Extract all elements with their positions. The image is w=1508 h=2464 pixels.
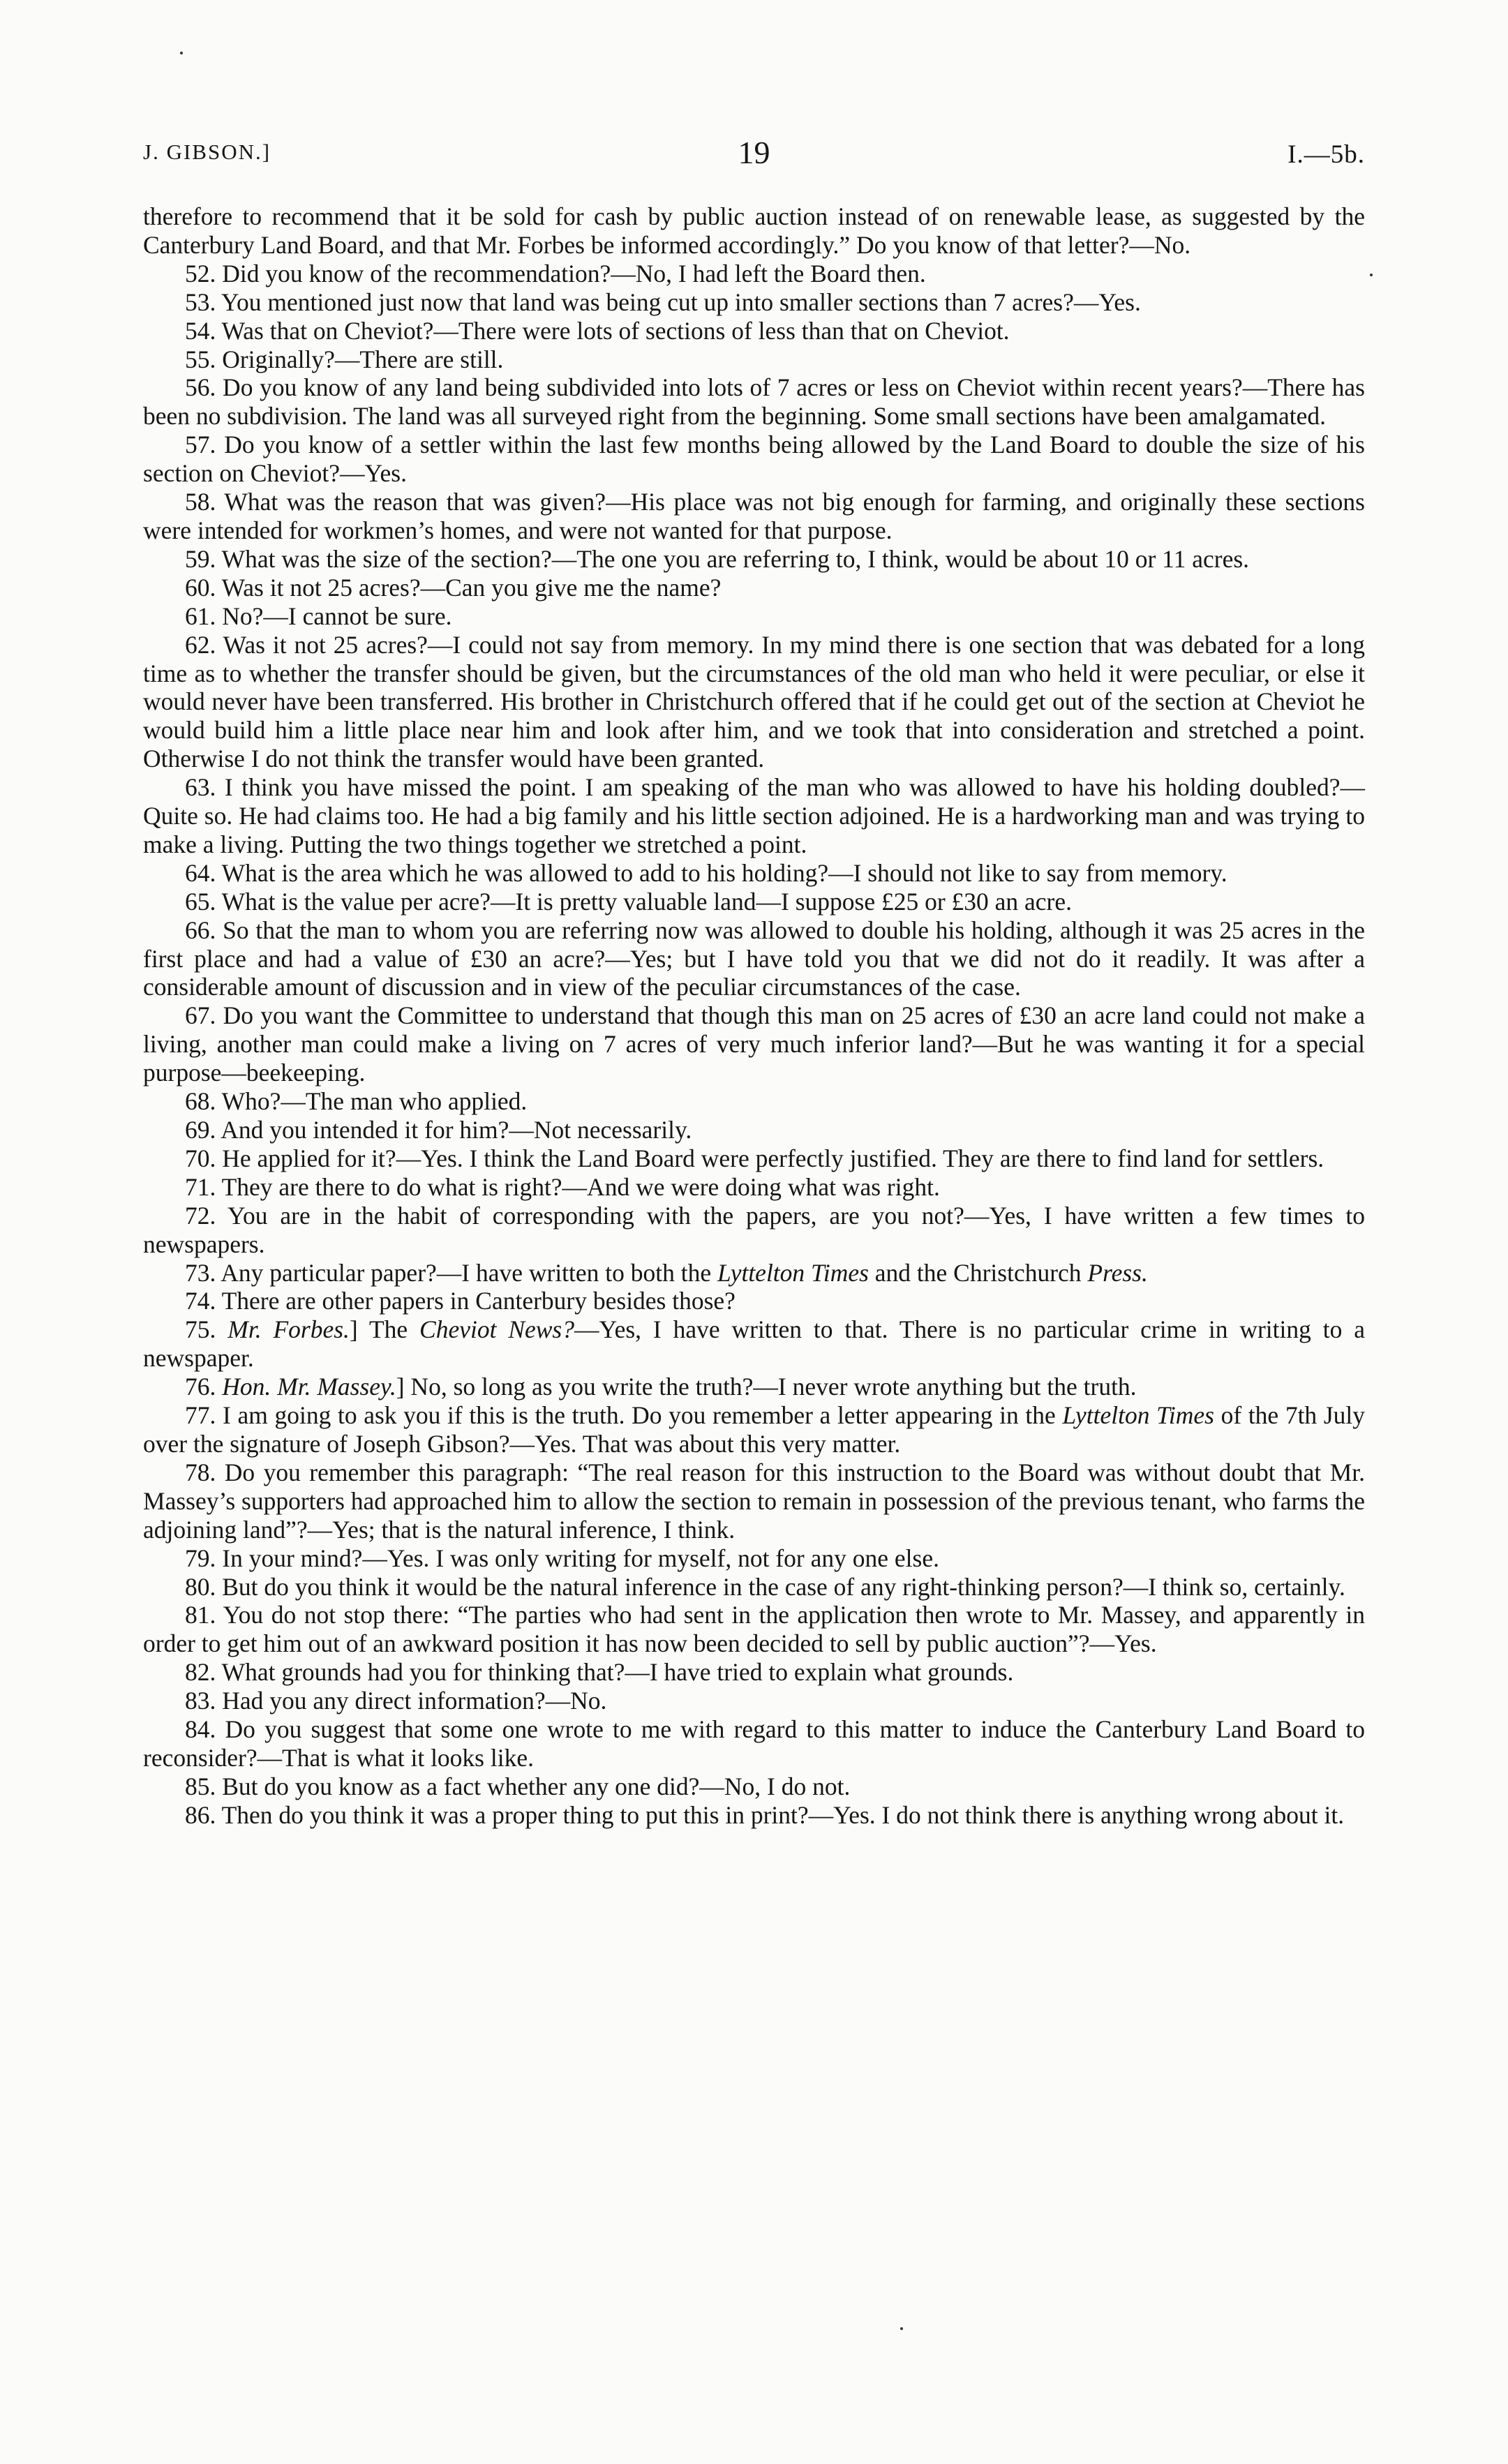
- paragraph-text: of the 7th July over the signature of Joseph Gibson?—Yes. That was about this very matter.: [143, 1401, 1365, 1458]
- transcript-paragraph: 84. Do you suggest that some one wrote to me with regard to this matter to induce the Canterbury Land Board to reconsider?—That is what it looks like.: [143, 1715, 1365, 1772]
- transcript-paragraph: 65. What is the value per acre?—It is pretty valuable land—I suppose £25 or £30 an acre.: [185, 887, 1072, 916]
- transcript-paragraph: 68. Who?—The man who applied.: [185, 1087, 528, 1116]
- transcript-paragraph: 67. Do you want the Committee to understand that though this man on 25 acres of £30 an acre land could not make a living, another man could make a living on 7 acres of very much inferior land?—But he was wanting it for a special purpose—beekeeping.: [143, 1001, 1365, 1087]
- paragraph-text: ] No, so long as you write the truth?—I never wrote anything but the truth.: [396, 1373, 1137, 1401]
- transcript-paragraph: [143, 1315, 1365, 1373]
- print-speck: [1370, 274, 1373, 276]
- paragraph-text: 76.: [185, 1373, 223, 1401]
- italic-text: Hon. Mr. Massey.: [222, 1373, 396, 1401]
- transcript-paragraph: 85. But do you know as a fact whether any one did?—No, I do not.: [185, 1772, 851, 1800]
- transcript-paragraph: [143, 1401, 1365, 1458]
- transcript-paragraph: 74. There are other papers in Canterbury besides those?: [185, 1287, 736, 1315]
- transcript-paragraph: 64. What is the area which he was allowed to add to his holding?—I should not like to say from memory.: [185, 858, 1227, 887]
- transcript-paragraph: 54. Was that on Cheviot?—There were lots of sections of less than that on Cheviot.: [185, 316, 1010, 345]
- transcript-paragraph: therefore to recommend that it be sold for cash by public auction instead of on renewable lease, as suggested by the Canterbury Land Board, and that Mr. Forbes be informed accordingly.” Do you know of that letter?—No.: [143, 202, 1365, 259]
- paragraph-text: 73. Any particular paper?—I have written to both the: [185, 1258, 718, 1287]
- italic-text: Lyttelton Times: [717, 1258, 869, 1287]
- transcript-paragraph: 86. Then do you think it was a proper thing to put this in print?—Yes. I do not think there is anything wrong about it.: [185, 1800, 1345, 1829]
- page-header: [143, 134, 1365, 176]
- transcript-paragraph: 81. You do not stop there: “The parties who had sent in the application then wrote to Mr. Massey, and apparently in order to get him out of an awkward position it has now been decided to sell by public auction”?—Yes.: [143, 1601, 1365, 1658]
- transcript-paragraph: [143, 1259, 1365, 1287]
- transcript-paragraph: 56. Do you know of any land being subdivided into lots of 7 acres or less on Cheviot within recent years?—There has been no subdivision. The land was all surveyed right from the beginning. Some small sections have been amalgamated.: [143, 373, 1365, 431]
- italic-text: Lyttelton Times: [1062, 1401, 1214, 1430]
- transcript-paragraph: 62. Was it not 25 acres?—I could not say from memory. In my mind there is one section that was debated for a long time as to whether the transfer should be given, but the circumstances of the old man who held it were peculiar, or else it would never have been transferred. His brother in Christchurch offered that if he could get out of the section at Cheviot he would build him a little place near him and look after him, and we took that into consideration and stretched a point. Otherwise I do not think the transfer would have been granted.: [143, 630, 1365, 773]
- print-speck: [900, 2327, 903, 2330]
- transcript-paragraph: 69. And you intended it for him?—Not necessarily.: [185, 1116, 692, 1144]
- print-speck: [180, 52, 183, 54]
- page-number: 19: [738, 135, 770, 170]
- paragraph-text: —Yes, I have written to that. There is no particular crime in writing to a newspaper.: [143, 1315, 1365, 1373]
- transcript-paragraph: 71. They are there to do what is right?—And we were doing what was right.: [185, 1172, 940, 1201]
- transcript-paragraph: 70. He applied for it?—Yes. I think the Land Board were perfectly justified. They are there to find land for settlers.: [185, 1144, 1324, 1172]
- transcript-paragraph: 55. Originally?—There are still.: [185, 345, 504, 373]
- transcript-paragraph: 66. So that the man to whom you are referring now was allowed to double his holding, although it was 25 acres in the first place and had a value of £30 an acre?—Yes; but I have told you that we did not do it readily. It was after a considerable amount of discussion and in view of the peculiar circumstances of the case.: [143, 916, 1365, 1001]
- paper-reference: I.—5b.: [1287, 140, 1365, 169]
- transcript-paragraph: 80. But do you think it would be the natural inference in the case of any right-thinking person?—I think so, certainly.: [185, 1572, 1345, 1601]
- transcript-paragraph: 78. Do you remember this paragraph: “The real reason for this instruction to the Board was without doubt that Mr. Massey’s supporters had approached him to allow the section to remain in possession of the previous tenant, who farms the adjoining land”?—Yes; that is the natural inference, I think.: [143, 1458, 1365, 1544]
- transcript-paragraph: 63. I think you have missed the point. I am speaking of the man who was allowed to have his holding doubled?—Quite so. He had claims too. He had a big family and his little section adjoined. He is a hardworking man and was trying to make a living. Putting the two things together we stretched a point.: [143, 773, 1365, 858]
- transcript-paragraph: [143, 1373, 1365, 1401]
- paragraph-text: ] The: [349, 1315, 420, 1344]
- transcript-paragraph: 83. Had you any direct information?—No.: [185, 1687, 607, 1715]
- italic-text: Mr. Forbes.: [227, 1315, 350, 1344]
- transcript-paragraph: 82. What grounds had you for thinking that?—I have tried to explain what grounds.: [185, 1658, 1014, 1687]
- transcript-paragraph: 72. You are in the habit of corresponding with the papers, are you not?—Yes, I have written a few times to newspapers.: [143, 1201, 1365, 1258]
- transcript-paragraph: 60. Was it not 25 acres?—Can you give me the name?: [185, 573, 722, 602]
- transcript-paragraph: 58. What was the reason that was given?—His place was not big enough for farming, and originally these sections were intended for workmen’s homes, and were not wanted for that purpose.: [143, 488, 1365, 544]
- transcript-paragraph: 53. You mentioned just now that land was being cut up into smaller sections than 7 acres?—Yes.: [185, 288, 1141, 316]
- transcript-body: [143, 202, 1365, 1830]
- transcript-paragraph: 59. What was the size of the section?—The one you are referring to, I think, would be about 10 or 11 acres.: [185, 544, 1250, 573]
- paragraph-text: 75.: [185, 1315, 228, 1344]
- transcript-paragraph: 61. No?—I cannot be sure.: [185, 602, 452, 630]
- transcript-paragraph: 57. Do you know of a settler within the last few months being allowed by the Land Board to double the size of his section on Cheviot?—Yes.: [143, 431, 1365, 488]
- italic-text: Press.: [1087, 1258, 1148, 1287]
- paragraph-text: and the Christchurch: [868, 1258, 1088, 1287]
- italic-text: Cheviot News?: [419, 1315, 574, 1344]
- transcript-paragraph: 79. In your mind?—Yes. I was only writing for myself, not for any one else.: [185, 1544, 939, 1572]
- witness-name: J. GIBSON.]: [143, 140, 271, 164]
- transcript-paragraph: 52. Did you know of the recommendation?—No, I had left the Board then.: [185, 259, 926, 288]
- paragraph-text: 77. I am going to ask you if this is the truth. Do you remember a letter appearing in the: [185, 1401, 1063, 1430]
